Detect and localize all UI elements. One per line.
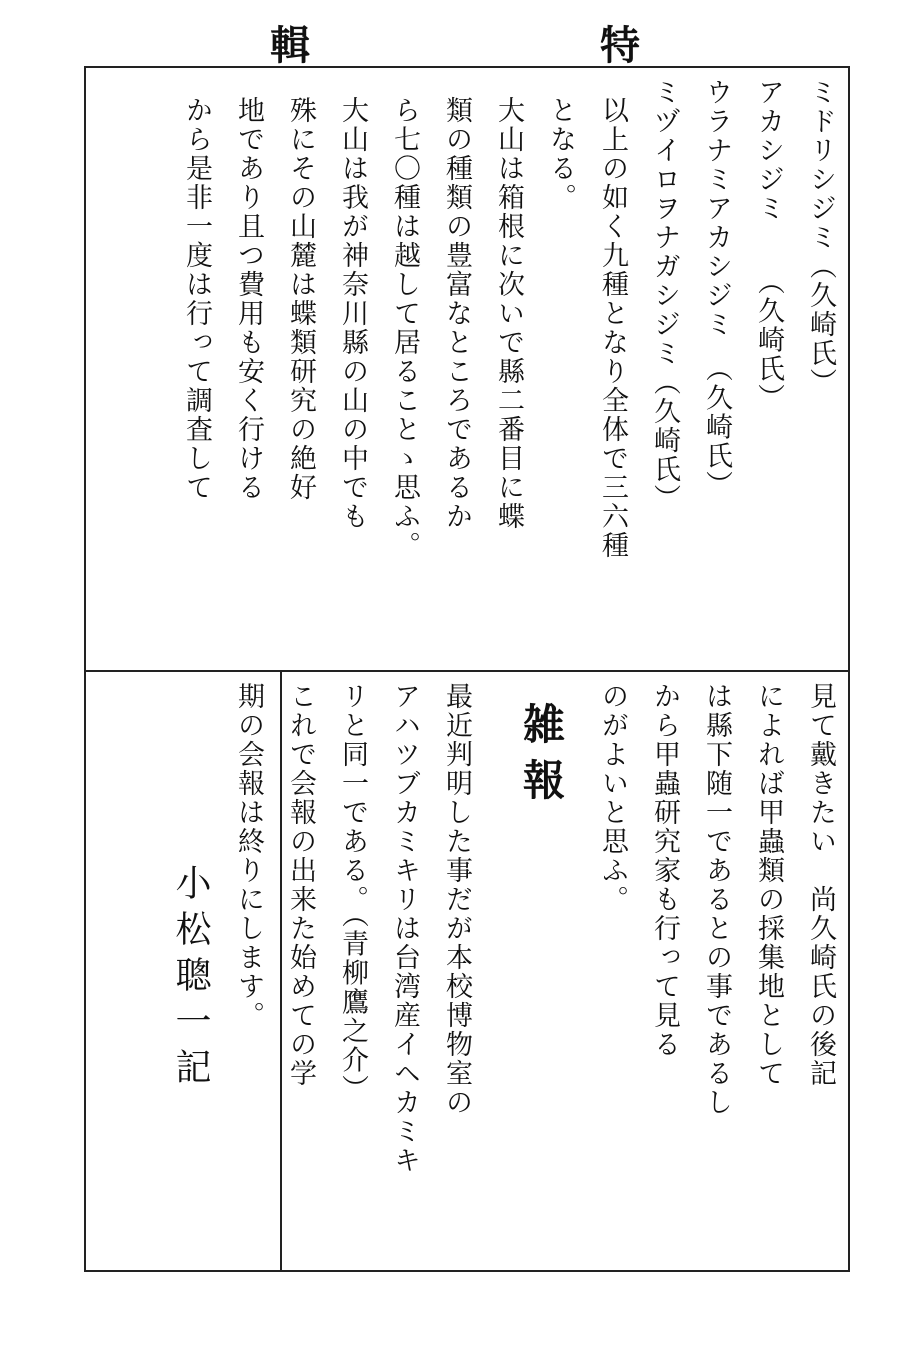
- top-line: ウラナミアカシジミ （久崎氏）: [701, 78, 732, 500]
- header-title-left: 輯: [270, 22, 312, 69]
- continuation-line: は縣下随一であるとの事であるし: [701, 682, 732, 1117]
- news-line: 最近判明した事だが本校博物室の: [441, 682, 472, 1117]
- section-divider: [86, 670, 848, 672]
- continuation-line: 見て戴きたい 尚久崎氏の後記: [805, 682, 836, 1088]
- manuscript-frame: [84, 66, 850, 1272]
- signature: 小松聰一記: [170, 864, 211, 1094]
- continuation-line: のがよいと思ふ。: [597, 682, 628, 914]
- continuation-line: から甲蟲研究家も行って見る: [649, 682, 680, 1059]
- top-line: アカシジミ （久崎氏）: [753, 78, 784, 413]
- top-line: 類の種類の豊富なところであるか: [441, 96, 472, 531]
- top-line: ミドリシジミ（久崎氏）: [805, 78, 836, 397]
- news-line: アハツブカミキリは台湾産イヘカミキ: [389, 682, 420, 1175]
- header-title-right: 特: [600, 22, 642, 69]
- top-line: 以上の如く九種となり全体で三六種: [597, 96, 628, 560]
- top-line: 殊にその山麓は蝶類研究の絶好: [285, 96, 316, 502]
- top-line: 地であり且つ費用も安く行ける: [233, 96, 264, 502]
- top-line: 大山は我が神奈川縣の山の中でも: [337, 96, 368, 531]
- top-line: から是非一度は行って調査して: [181, 96, 212, 502]
- news-line: リと同一である。（青柳鷹之介）: [337, 682, 368, 1104]
- closing-line: これで会報の出来た始めての学: [285, 682, 316, 1088]
- top-line: ミヅイロヲナガシジミ（久崎氏）: [649, 78, 680, 513]
- top-line: となる。: [545, 96, 576, 212]
- column-divider: [280, 670, 282, 1270]
- continuation-line: によれば甲蟲類の採集地として: [753, 682, 784, 1088]
- top-line: ら七〇種は越して居ることゝ思ふ。: [389, 96, 420, 560]
- closing-line: 期の会報は終りにします。: [233, 682, 264, 1030]
- top-line: 大山は箱根に次いで縣二番目に蝶: [493, 96, 524, 531]
- news-heading: 雑報: [517, 702, 566, 814]
